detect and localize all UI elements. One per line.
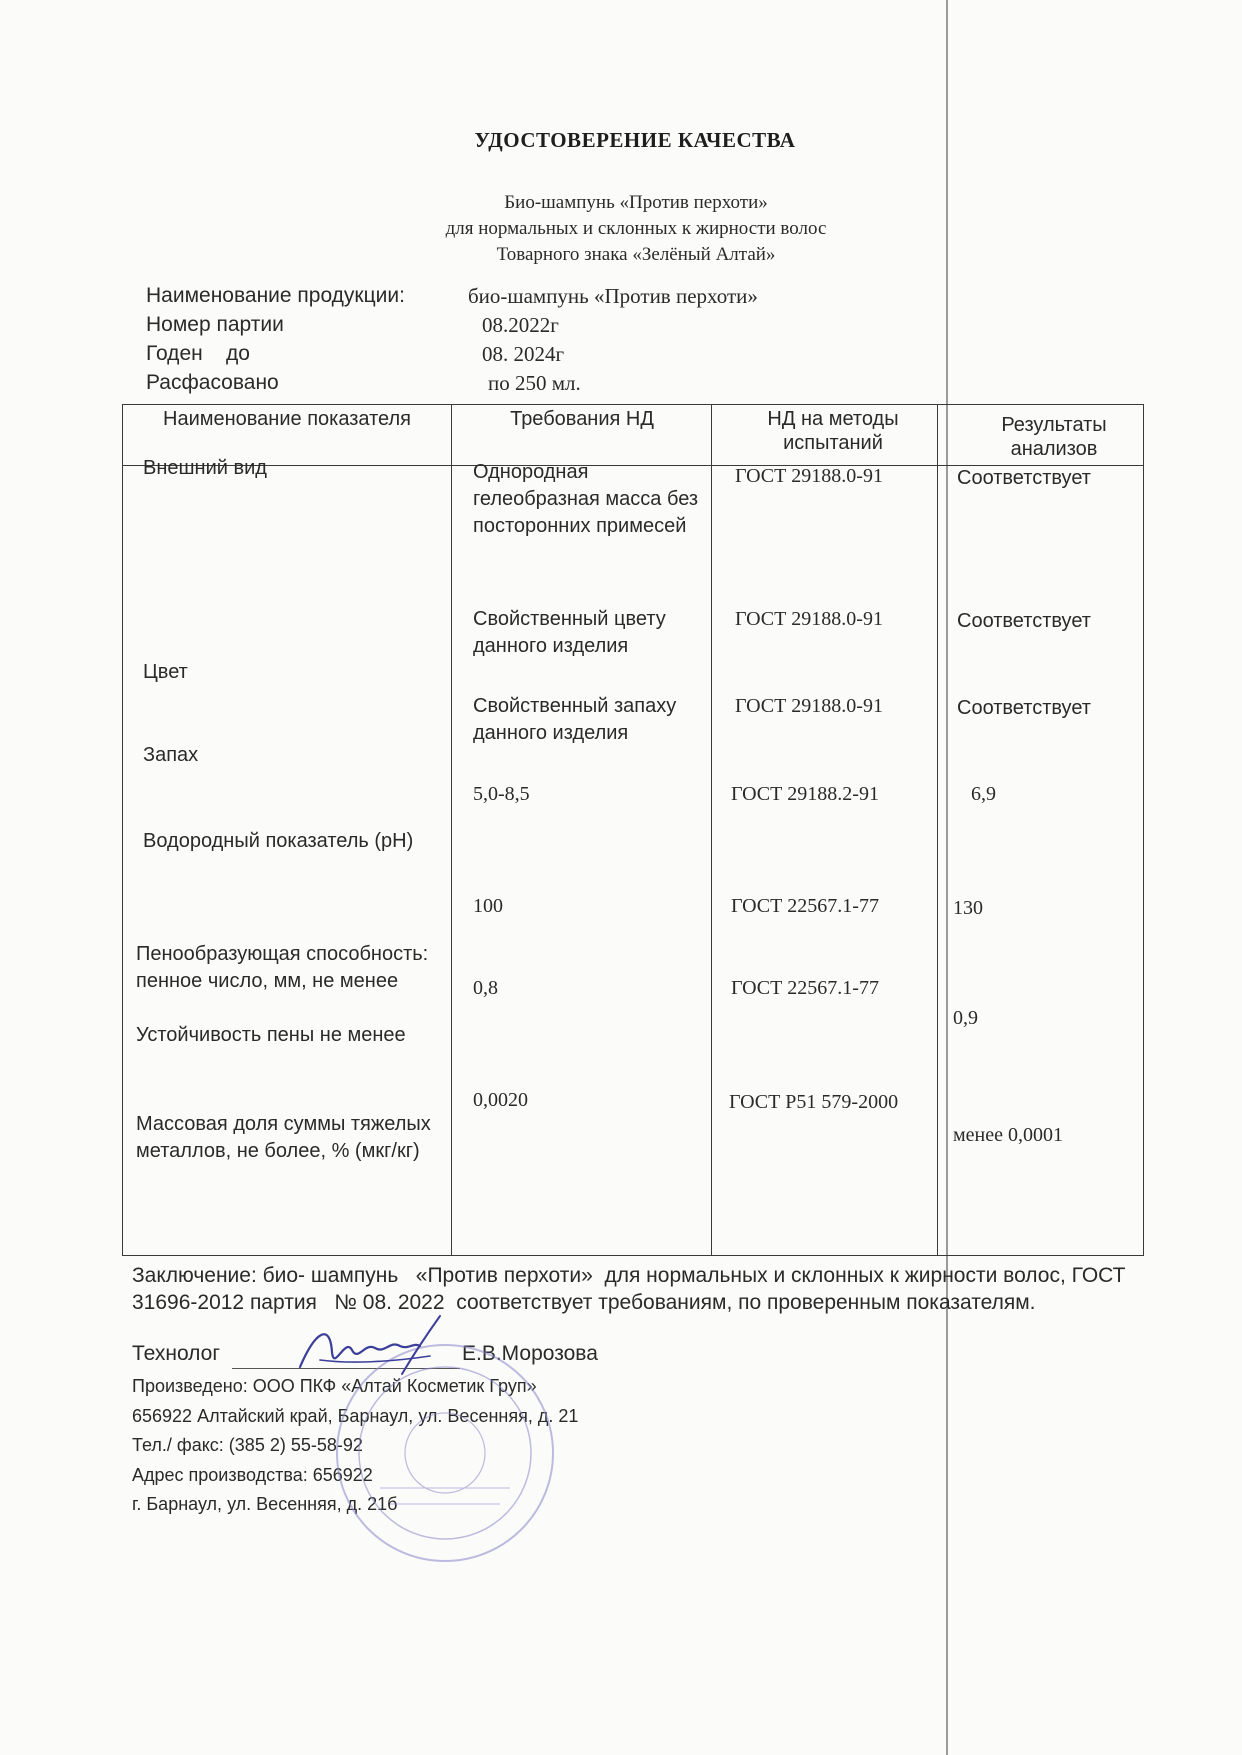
info-label: Расфасовано xyxy=(146,371,279,394)
producer-line: Адрес производства: 656922 xyxy=(132,1464,373,1485)
indicator-cell: Водородный показатель (pH) xyxy=(143,830,414,852)
indicator-cell: Массовая доля суммы тяжелых металлов, не более, % (мкг/кг) xyxy=(136,1113,431,1162)
indicator-cell: Устойчивость пены не менее xyxy=(136,1024,406,1046)
indicator-cell: Внешний вид xyxy=(143,457,267,479)
header-result: Результаты анализов xyxy=(1001,414,1107,460)
info-label: Наименование продукции: xyxy=(146,284,405,307)
signature-icon xyxy=(290,1312,460,1382)
requirement-cell: Свойственный запаху данного изделия xyxy=(473,695,677,744)
producer-line: г. Барнаул, ул. Весенняя, д. 21б xyxy=(132,1494,398,1514)
document-title: УДОСТОВЕРЕНИЕ КАЧЕСТВА xyxy=(474,128,796,152)
technologist-label: Технолог xyxy=(132,1342,221,1365)
requirement-cell: 5,0-8,5 xyxy=(473,783,530,805)
producer-line: 656922 Алтайский край, Барнаул, ул. Весенняя, д. 21 xyxy=(132,1405,579,1426)
subtitle-line: Товарного знака «Зелёный Алтай» xyxy=(496,244,776,265)
producer-line: Тел./ факс: (385 2) 55-58-92 xyxy=(132,1435,363,1455)
header-method: НД на методы испытаний xyxy=(767,408,899,454)
info-label: Номер партии xyxy=(146,313,284,336)
requirement-cell: 0,8 xyxy=(473,977,498,999)
document-subtitle xyxy=(0,190,1242,268)
quality-table xyxy=(122,404,1144,1256)
column-divider xyxy=(711,405,712,1255)
requirement-cell: 100 xyxy=(473,895,503,917)
indicator-cell: Запах xyxy=(143,744,199,766)
indicator-cell: Пенообразующая способность: пенное число, мм, не менее xyxy=(136,943,429,992)
method-cell: ГОСТ 22567.1-77 xyxy=(731,977,879,999)
method-cell: ГОСТ Р51 579-2000 xyxy=(729,1091,899,1113)
method-cell: ГОСТ 29188.0-91 xyxy=(735,608,883,630)
producer-line: Произведено: ООО ПКФ «Алтай Косметик Груп» xyxy=(132,1376,537,1396)
requirement-cell: Однородная гелеобразная масса без посторонних примесей xyxy=(473,461,699,537)
requirement-cell: Свойственный цвету данного изделия xyxy=(473,608,666,657)
indicator-cell: Цвет xyxy=(143,661,188,683)
header-requirement: Требования НД xyxy=(510,408,654,430)
info-value: 08. 2024г xyxy=(482,342,565,366)
method-cell: ГОСТ 29188.0-91 xyxy=(735,465,883,487)
column-divider xyxy=(451,405,452,1255)
result-cell: менее 0,0001 xyxy=(953,1124,1063,1146)
info-label: Годен до xyxy=(146,342,250,365)
method-cell: ГОСТ 22567.1-77 xyxy=(731,895,879,917)
result-cell: 6,9 xyxy=(971,783,996,805)
result-cell: Соответствует xyxy=(957,697,1091,719)
method-cell: ГОСТ 29188.0-91 xyxy=(735,695,883,717)
column-divider xyxy=(937,405,938,1255)
subtitle-line: для нормальных и склонных к жирности волос xyxy=(445,218,827,239)
technologist-name: Е.В.Морозова xyxy=(462,1342,598,1365)
conclusion-text: Заключение: био- шампунь «Против перхоти» для нормальных и склонных к жирности волос, ГОСТ 31696-2012 партия № 08. 2022 соответствует требованиям, по проверенным показателям. xyxy=(132,1264,1132,1314)
result-cell: 130 xyxy=(953,897,983,919)
result-cell: Соответствует xyxy=(957,467,1091,489)
subtitle-line: Био-шампунь «Против перхоти» xyxy=(504,192,768,213)
info-value: био-шампунь «Против перхоти» xyxy=(468,284,758,308)
method-cell: ГОСТ 29188.2-91 xyxy=(731,783,879,805)
info-value: 08.2022г xyxy=(482,313,559,337)
technologist-line xyxy=(132,1342,598,1366)
info-value: по 250 мл. xyxy=(488,371,581,395)
result-cell: Соответствует xyxy=(957,610,1091,632)
header-indicator: Наименование показателя xyxy=(163,408,411,430)
result-cell: 0,9 xyxy=(953,1007,978,1029)
requirement-cell: 0,0020 xyxy=(473,1089,528,1111)
